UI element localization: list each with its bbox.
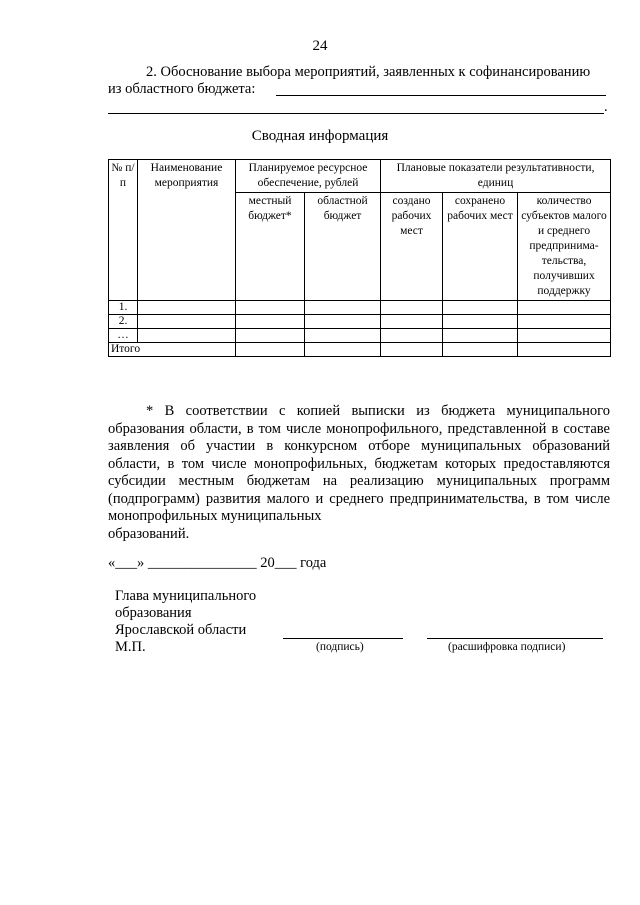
signature-line xyxy=(283,638,403,639)
signatory-block xyxy=(115,588,256,656)
header-num: № п/п xyxy=(109,160,138,301)
table-cell xyxy=(236,315,305,329)
table-cell xyxy=(381,343,443,357)
table-cell xyxy=(138,329,236,343)
page-number: 24 xyxy=(312,38,328,54)
header-row-1 xyxy=(109,160,611,193)
table-cell xyxy=(443,343,518,357)
row-number: 1. xyxy=(109,301,138,315)
header-saved-jobs: сохранено рабочих мест xyxy=(443,193,518,301)
date-line: «___» _______________ 20___ года xyxy=(108,555,327,571)
table-cell xyxy=(236,329,305,343)
table-cell xyxy=(138,301,236,315)
table-cell xyxy=(305,343,381,357)
section-heading-line1: 2. Обоснование выбора мероприятий, заявленных к софинансированию xyxy=(146,64,591,80)
header-planned-indicators: Плановые показатели результативности, единиц xyxy=(381,160,611,193)
header-sme-count: количество субъектов малого и среднего предпринима-тельства, получивших поддержку xyxy=(518,193,611,301)
summary-title: Сводная информация xyxy=(251,128,389,144)
table-cell xyxy=(518,329,611,343)
table-cell xyxy=(381,301,443,315)
header-name: Наименование мероприятия xyxy=(138,160,236,301)
header-planned-resources: Планируемое ресурсное обеспечение, рублей xyxy=(236,160,381,193)
table-cell xyxy=(381,315,443,329)
fill-in-line-1 xyxy=(276,95,606,96)
table-cell xyxy=(305,315,381,329)
footnote xyxy=(108,403,610,543)
signature-caption: (подпись) xyxy=(316,641,364,653)
table-cell xyxy=(236,343,305,357)
table-cell xyxy=(443,301,518,315)
table-row xyxy=(109,301,611,315)
table-cell xyxy=(305,329,381,343)
summary-table xyxy=(108,159,611,357)
table-cell xyxy=(518,301,611,315)
decoding-caption: (расшифровка подписи) xyxy=(448,641,566,653)
footnote-text: * В соответствии с копией выписки из бюджета муниципального образования области, в том числе монопрофильного, представленной в составе заявления об участии в конкурсном отборе муниципальных образований области, в том числе монопрофильных, бюджетам которых предоставляются субсидии местным бюджетам на реализацию муниципальных программ (подпрограмм) развития малого и среднего предпринимательства, в том числе монопрофильных муниципальных xyxy=(108,403,610,524)
header-regional-budget: областной бюджет xyxy=(305,193,381,301)
footnote-end: образований. xyxy=(108,525,190,542)
section-heading-line2: из областного бюджета: xyxy=(108,81,256,97)
table-row xyxy=(109,315,611,329)
fill-in-line-2 xyxy=(108,113,604,114)
table-total-row xyxy=(109,343,611,357)
row-number: 2. xyxy=(109,315,138,329)
signatory-line1: Глава муниципального xyxy=(115,588,257,604)
row-number: … xyxy=(109,329,138,343)
table-row xyxy=(109,329,611,343)
end-period: . xyxy=(604,99,608,115)
signatory-line3: Ярославской области xyxy=(115,622,247,638)
table-cell xyxy=(305,301,381,315)
decoding-line xyxy=(427,638,603,639)
stamp-place: М.П. xyxy=(115,639,146,655)
table-cell xyxy=(381,329,443,343)
signatory-line2: образования xyxy=(115,605,192,621)
table-cell xyxy=(138,315,236,329)
total-label: Итого xyxy=(109,343,236,357)
table-cell xyxy=(443,315,518,329)
header-created-jobs: создано рабочих мест xyxy=(381,193,443,301)
header-local-budget: местный бюджет* xyxy=(236,193,305,301)
table-cell xyxy=(443,329,518,343)
table-cell xyxy=(518,315,611,329)
table-cell xyxy=(236,301,305,315)
table-cell xyxy=(518,343,611,357)
